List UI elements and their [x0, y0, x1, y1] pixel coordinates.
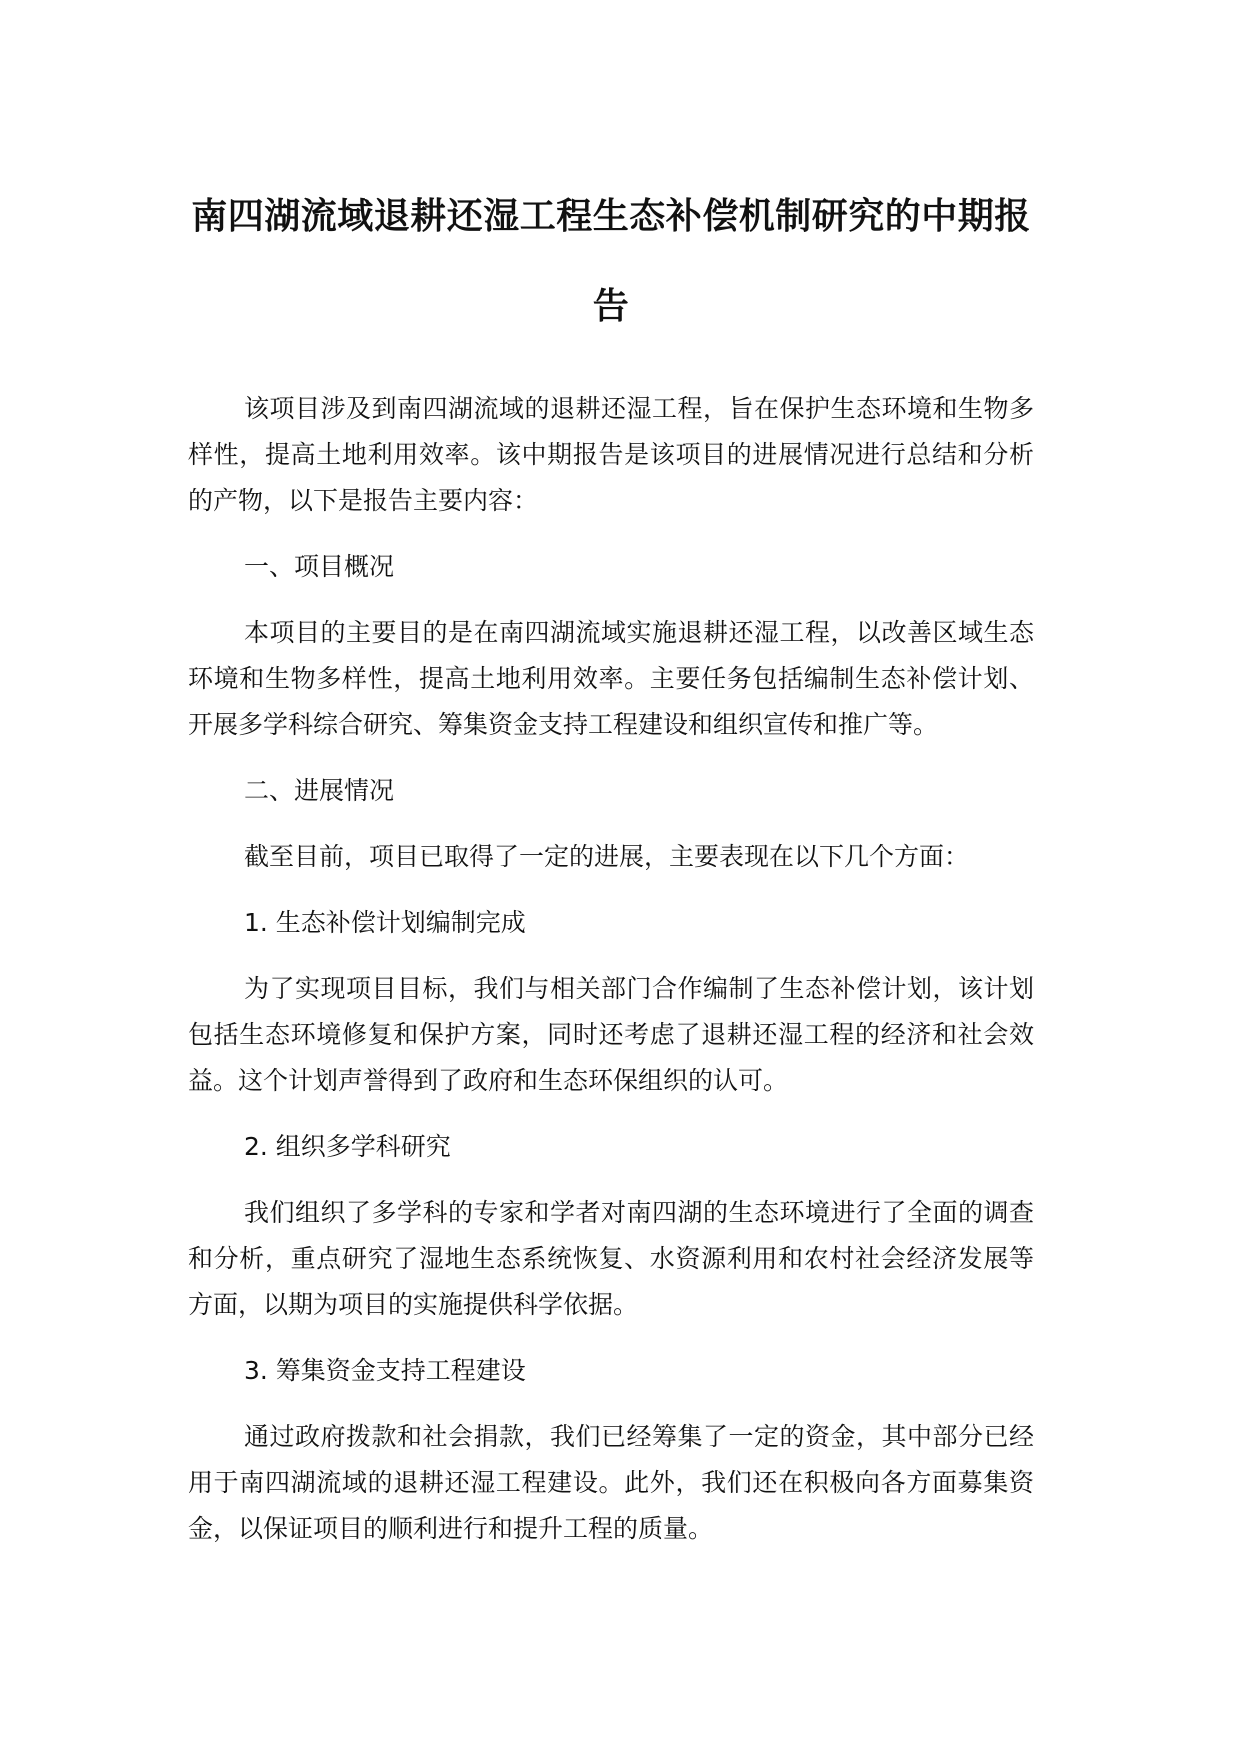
research-paragraph: 我们组织了多学科的专家和学者对南四湖的生态环境进行了全面的调查和分析，重点研究了湿地生态系统恢复、水资源利用和农村社会经济发展等方面，以期为项目的实施提供科学依据。	[188, 1198, 1034, 1319]
section-heading-progress: 二、进展情况	[244, 776, 395, 805]
funding-paragraph: 通过政府拨款和社会捐款，我们已经筹集了一定的资金，其中部分已经用于南四湖流域的退耕还湿工程建设。此外，我们还在积极向各方面募集资金，以保证项目的顺利进行和提升工程的质量。	[188, 1422, 1034, 1543]
item-heading-compensation-plan: 1. 生态补偿计划编制完成	[244, 908, 526, 937]
document-body	[188, 386, 1034, 1552]
document-title: 南四湖流域退耕还湿工程生态补偿机制研究的中期报告	[191, 196, 1031, 327]
compensation-plan-paragraph: 为了实现项目目标，我们与相关部门合作编制了生态补偿计划，该计划包括生态环境修复和保护方案，同时还考虑了退耕还湿工程的经济和社会效益。这个计划声誉得到了政府和生态环保组织的认可。	[188, 974, 1034, 1095]
item-heading-research: 2. 组织多学科研究	[244, 1132, 451, 1161]
document-page	[188, 172, 1034, 1572]
intro-paragraph: 该项目涉及到南四湖流域的退耕还湿工程，旨在保护生态环境和生物多样性，提高土地利用效率。该中期报告是该项目的进展情况进行总结和分析的产物，以下是报告主要内容：	[188, 394, 1034, 515]
item-heading-funding: 3. 筹集资金支持工程建设	[244, 1356, 526, 1385]
overview-paragraph: 本项目的主要目的是在南四湖流域实施退耕还湿工程，以改善区域生态环境和生物多样性，提高土地利用效率。主要任务包括编制生态补偿计划、开展多学科综合研究、筹集资金支持工程建设和组织宣传和推广等。	[188, 618, 1034, 739]
section-heading-overview: 一、项目概况	[244, 552, 395, 581]
progress-intro-paragraph: 截至目前，项目已取得了一定的进展，主要表现在以下几个方面：	[244, 842, 970, 871]
